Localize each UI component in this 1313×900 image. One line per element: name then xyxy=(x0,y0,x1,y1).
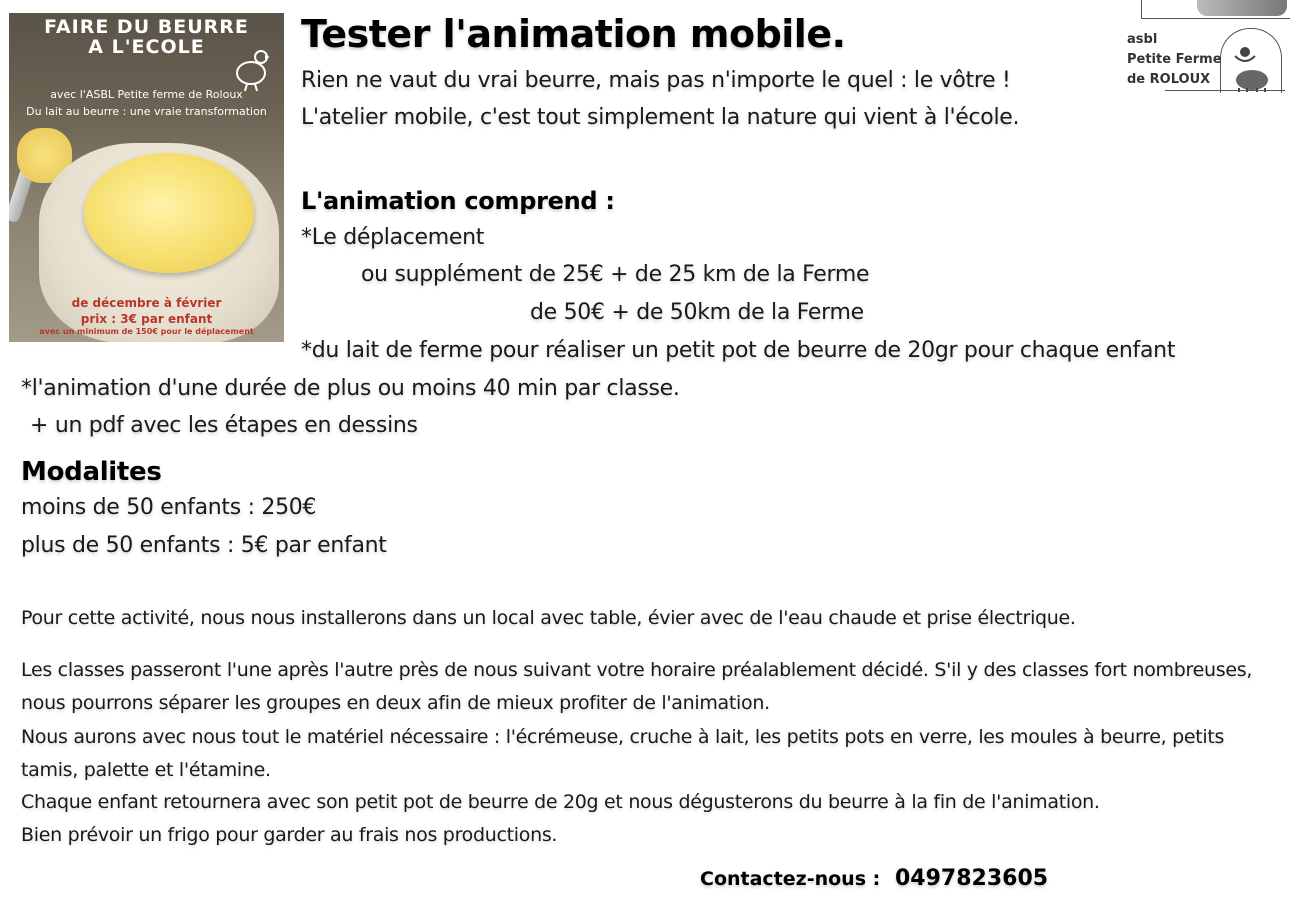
details-line2: Les classes passeront l'une après l'autre près de nous suivant votre horaire préalablement décidé. S'il y des classes fort nombreuses, xyxy=(21,659,1253,681)
includes-supplement-50: de 50€ + de 50km de la Ferme xyxy=(530,300,864,325)
page-title: Tester l'animation mobile. xyxy=(301,12,846,56)
details-line5: tamis, palette et l'étamine. xyxy=(21,759,271,781)
poster-dates: de décembre à février xyxy=(71,296,222,310)
poster-title-line2: A L'ECOLE xyxy=(88,36,205,58)
modalites-line1: moins de 50 enfants : 250€ xyxy=(21,495,317,520)
poster-minimum: avec un minimum de 150€ pour le déplacement xyxy=(39,327,254,336)
poster-image xyxy=(9,13,284,342)
includes-item-pdf: + un pdf avec les étapes en dessins xyxy=(30,413,418,438)
logo-line3: de ROLOUX xyxy=(1127,72,1211,87)
farm-logo xyxy=(1127,0,1313,100)
details-line7: Bien prévoir un frigo pour garder au frais nos productions. xyxy=(21,824,558,846)
details-line3: nous pourrons séparer les groupes en deux afin de mieux profiter de l'animation. xyxy=(21,692,770,714)
poster-line2: Du lait au beurre : une vraie transformation xyxy=(26,105,267,118)
poster-title-line1: FAIRE DU BEURRE xyxy=(44,16,249,38)
animal-icon xyxy=(1227,42,1277,92)
details-line6: Chaque enfant retournera avec son petit pot de beurre de 20g et nous dégusterons du beurre à la fin de l'animation. xyxy=(21,791,1100,813)
chicken-icon xyxy=(231,43,271,93)
poster-line1: avec l'ASBL Petite ferme de Roloux xyxy=(50,88,243,101)
modalites-line2: plus de 50 enfants : 5€ par enfant xyxy=(21,533,387,558)
logo-underline xyxy=(1165,90,1285,91)
contact-phone[interactable]: 0497823605 xyxy=(895,866,1049,891)
logo-line2: Petite Ferme xyxy=(1127,52,1222,67)
intro-line1: Rien ne vaut du vrai beurre, mais pas n'importe le quel : le vôtre ! xyxy=(301,68,1011,93)
contact-label: Contactez-nous : xyxy=(700,868,881,890)
includes-item-milk: *du lait de ferme pour réaliser un petit pot de beurre de 20gr pour chaque enfant xyxy=(301,338,1176,363)
includes-supplement-25: ou supplément de 25€ + de 25 km de la Ferme xyxy=(361,262,870,287)
details-line1: Pour cette activité, nous nous installerons dans un local avec table, évier avec de l'eau chaude et prise électrique. xyxy=(21,607,1076,629)
details-line4: Nous aurons avec nous tout le matériel nécessaire : l'écrémeuse, cruche à lait, les petits pots en verre, les moules à beurre, petits xyxy=(21,726,1225,748)
modalites-title: Modalites xyxy=(21,457,162,487)
includes-item-duration: *l'animation d'une durée de plus ou moins 40 min par classe. xyxy=(21,376,680,401)
butter-illustration xyxy=(84,153,254,273)
includes-item-travel: *Le déplacement xyxy=(301,225,485,250)
logo-line1: asbl xyxy=(1127,32,1158,47)
includes-title: L'animation comprend : xyxy=(301,187,615,215)
poster-price: prix : 3€ par enfant xyxy=(80,312,213,326)
logo-banner xyxy=(1197,0,1287,16)
intro-line2: L'atelier mobile, c'est tout simplement la nature qui vient à l'école. xyxy=(301,105,1020,130)
